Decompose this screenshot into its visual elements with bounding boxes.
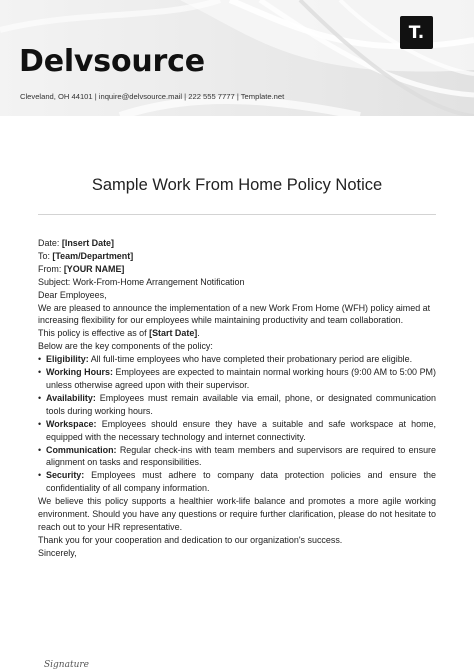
template-logo-icon	[400, 16, 433, 49]
bullet-term: Security:	[46, 470, 85, 481]
bullet-term: Eligibility:	[46, 354, 89, 365]
title-divider	[38, 214, 436, 215]
bullet-icon: •	[38, 418, 42, 429]
to-label: To:	[38, 250, 53, 261]
from-line	[38, 263, 436, 276]
effective-prefix: This policy is effective as of	[38, 328, 150, 339]
document-title: Sample Work From Home Policy Notice	[91, 176, 383, 194]
effective-suffix: .	[197, 328, 200, 339]
closing-paragraph: We believe this policy supports a healthier work-life balance and promotes a more agile working environment. Should you have any questions or require further clarification, please do not hesitate to reach out to your HR representative.	[38, 496, 436, 532]
signature: Signature	[44, 660, 90, 670]
letter-body	[38, 237, 436, 560]
bullet-icon: •	[38, 367, 42, 378]
signoff: Sincerely,	[38, 547, 77, 558]
letterhead	[0, 0, 474, 116]
bullet-eligibility	[38, 353, 436, 366]
bullet-term: Availability:	[46, 392, 96, 403]
date-label: Date:	[38, 238, 62, 248]
bullet-icon: •	[38, 392, 42, 403]
logo-glyph: T.	[408, 22, 425, 43]
intro-paragraph: We are pleased to announce the implementation of a new Work From Home (WFH) policy aimed at increasing flexibility for our employees while maintaining productivity and team collaboration.	[38, 302, 431, 326]
from-value: [YOUR NAME]	[63, 263, 125, 274]
from-label: From:	[38, 263, 64, 274]
bullet-icon: •	[38, 354, 42, 365]
thanks-line: Thank you for your cooperation and dedication to our organization's success.	[38, 534, 343, 545]
date-value: [Insert Date]	[61, 238, 115, 248]
date-line	[38, 237, 436, 250]
bullet-icon: •	[38, 470, 42, 481]
bullet-text: All full-time employees who have completed their probationary period are eligible.	[88, 354, 413, 365]
bullet-text: Employees should ensure they have a suitable and safe workspace at home, equipped with the necessary technology and internet connectivity.	[46, 418, 436, 442]
to-value: [Team/Department]	[52, 250, 134, 261]
greeting: Dear Employees,	[38, 289, 107, 300]
company-name: Delvsource	[19, 44, 205, 79]
bullet-communication	[38, 444, 436, 470]
bullet-text: Employees must remain available via email, phone, or designated communication tools during working hours.	[46, 392, 436, 416]
bullet-icon: •	[38, 444, 42, 455]
bullet-security	[38, 469, 436, 495]
bullet-workspace	[38, 418, 436, 444]
bullet-term: Communication:	[46, 444, 117, 455]
bullet-term: Working Hours:	[46, 367, 113, 378]
bullet-text: Employees are expected to maintain normal working hours (9:00 AM to 5:00 PM) unless otherwise agreed upon with their supervisor.	[46, 367, 436, 390]
bullet-text: Regular check-ins with team members and supervisors are required to ensure alignment on tasks and responsibilities.	[46, 444, 436, 468]
subject-line: Subject: Work-From-Home Arrangement Notification	[38, 276, 245, 287]
bullet-availability	[38, 392, 436, 418]
effective-date: [Start Date]	[149, 328, 198, 339]
components-intro: Below are the key components of the policy:	[38, 341, 213, 352]
bullet-term: Workspace:	[46, 418, 97, 429]
effective-line	[38, 327, 436, 340]
to-line	[38, 250, 436, 263]
company-contact-line: Cleveland, OH 44101 | inquire@delvsource.mail | 222 555 7777 | Template.net	[20, 92, 285, 101]
bullet-text: Employees must adhere to company data protection policies and ensure the confidentiality of all company information.	[46, 470, 436, 494]
bullet-working-hours	[38, 366, 436, 392]
